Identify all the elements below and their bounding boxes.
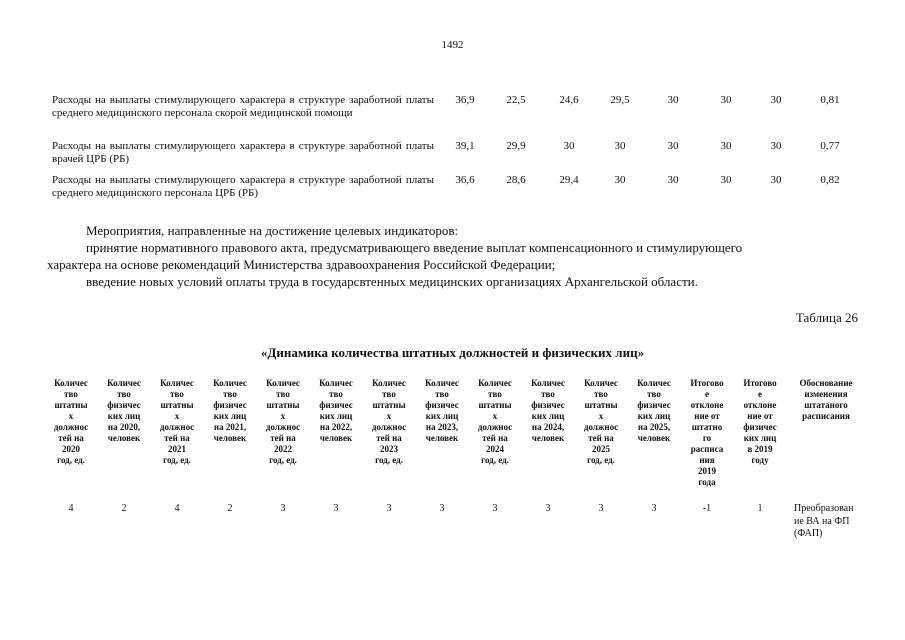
- measures-item-2: введение новых условий оплаты труда в государсвтенных медицинских организациях Архангельской области.: [86, 274, 698, 289]
- indicator-value: 30: [614, 140, 626, 152]
- table-cell: 3: [439, 503, 445, 514]
- indicator-value: 30: [720, 140, 732, 152]
- page-number: 1492: [441, 39, 464, 51]
- table-cell: 4: [68, 503, 74, 514]
- measures-heading: Мероприятия, направленные на достижение целевых индикаторов:: [86, 223, 459, 238]
- column-header: Количес тво физичес ких лиц на 2021, человек: [213, 378, 247, 443]
- column-header: Количес тво физичес ких лиц на 2023, человек: [425, 378, 459, 443]
- column-header: Обоснование изменения штатаного расписания: [799, 378, 853, 421]
- table-cell: 3: [386, 503, 392, 514]
- indicator-value: 30: [770, 94, 782, 106]
- indicator-value: 30: [563, 140, 575, 152]
- indicator-value: 22,5: [506, 94, 526, 106]
- indicator-value: 28,6: [506, 174, 526, 186]
- indicator-value: 30: [667, 140, 679, 152]
- indicator-value: 36,9: [455, 94, 475, 106]
- table-cell: 3: [333, 503, 339, 514]
- table-cell: 3: [598, 503, 604, 514]
- indicator-value: 30: [614, 174, 626, 186]
- indicator-value: 30: [770, 140, 782, 152]
- indicator-value: 29,9: [506, 140, 526, 152]
- table-cell: 3: [280, 503, 286, 514]
- indicator-value: 30: [770, 174, 782, 186]
- column-header: Количес тво физичес ких лиц на 2022, человек: [319, 378, 353, 443]
- column-header: Количес тво штатны х должнос тей на 2023 год, ед.: [371, 378, 407, 465]
- table-cell: 1: [757, 503, 763, 514]
- table-cell: 2: [121, 503, 127, 514]
- indicator-label: Расходы на выплаты стимулирующего характера в структуре заработной платы среднего медицинского персонала ЦРБ (РБ): [52, 174, 434, 199]
- indicator-value: 0,82: [820, 174, 840, 186]
- measures-item-1-line-1: принятие нормативного правового акта, предусматривающего введение выплат компенсационного и стимулирующего: [86, 240, 743, 255]
- table-cell: 3: [492, 503, 498, 514]
- table-cell: 3: [545, 503, 551, 514]
- column-header: Количес тво физичес ких лиц на 2020, человек: [107, 378, 141, 443]
- indicator-value: 24,6: [559, 94, 579, 106]
- column-header: Количес тво штатны х должнос тей на 2024 год, ед.: [477, 378, 513, 465]
- table-title: «Динамика количества штатных должностей и физических лиц»: [260, 345, 645, 360]
- indicator-value: 30: [720, 94, 732, 106]
- indicator-value: 30: [720, 174, 732, 186]
- table-caption: Таблица 26: [795, 310, 858, 325]
- column-header: Количес тво штатны х должнос тей на 2022 год, ед.: [265, 378, 301, 465]
- column-header: Количес тво физичес ких лиц на 2024, человек: [531, 378, 565, 443]
- measures-item-1-line-2: характера на основе рекомендаций Министерства здравоохранения Российской Федерации;: [47, 257, 556, 272]
- indicator-label: Расходы на выплаты стимулирующего характера в структуре заработной платы врачей ЦРБ (РБ): [52, 140, 434, 165]
- column-header: Количес тво штатны х должнос тей на 2020 год, ед.: [53, 378, 89, 465]
- indicator-value: 0,77: [820, 140, 840, 152]
- indicator-value: 29,4: [559, 174, 579, 186]
- table-cell: -1: [702, 503, 712, 514]
- table-cell: 2: [227, 503, 233, 514]
- indicator-value: 39,1: [455, 140, 475, 152]
- column-header: Количес тво физичес ких лиц на 2025, человек: [637, 378, 671, 443]
- indicator-value: 30: [667, 94, 679, 106]
- indicator-value: 30: [667, 174, 679, 186]
- indicator-value: 36,6: [455, 174, 475, 186]
- column-header: Количес тво штатны х должнос тей на 2021 год, ед.: [159, 378, 195, 465]
- indicator-label: Расходы на выплаты стимулирующего характера в структуре заработной платы среднего медицинского персонала скорой медицинской помощи: [52, 94, 434, 119]
- indicator-value: 0,81: [820, 94, 840, 106]
- table-cell: 3: [651, 503, 657, 514]
- column-header: Итогово е отклоне ние от штатно го расписа ния 2019 года: [690, 378, 724, 487]
- column-header: Количес тво штатны х должнос тей на 2025 год, ед.: [583, 378, 619, 465]
- table-cell-justification: Преобразован ие ВА на ФП (ФАП): [794, 503, 854, 539]
- column-header: Итогово е отклоне ние от физичес ких лиц в 2019 году: [743, 378, 777, 465]
- indicator-value: 29,5: [610, 94, 630, 106]
- table-cell: 4: [174, 503, 180, 514]
